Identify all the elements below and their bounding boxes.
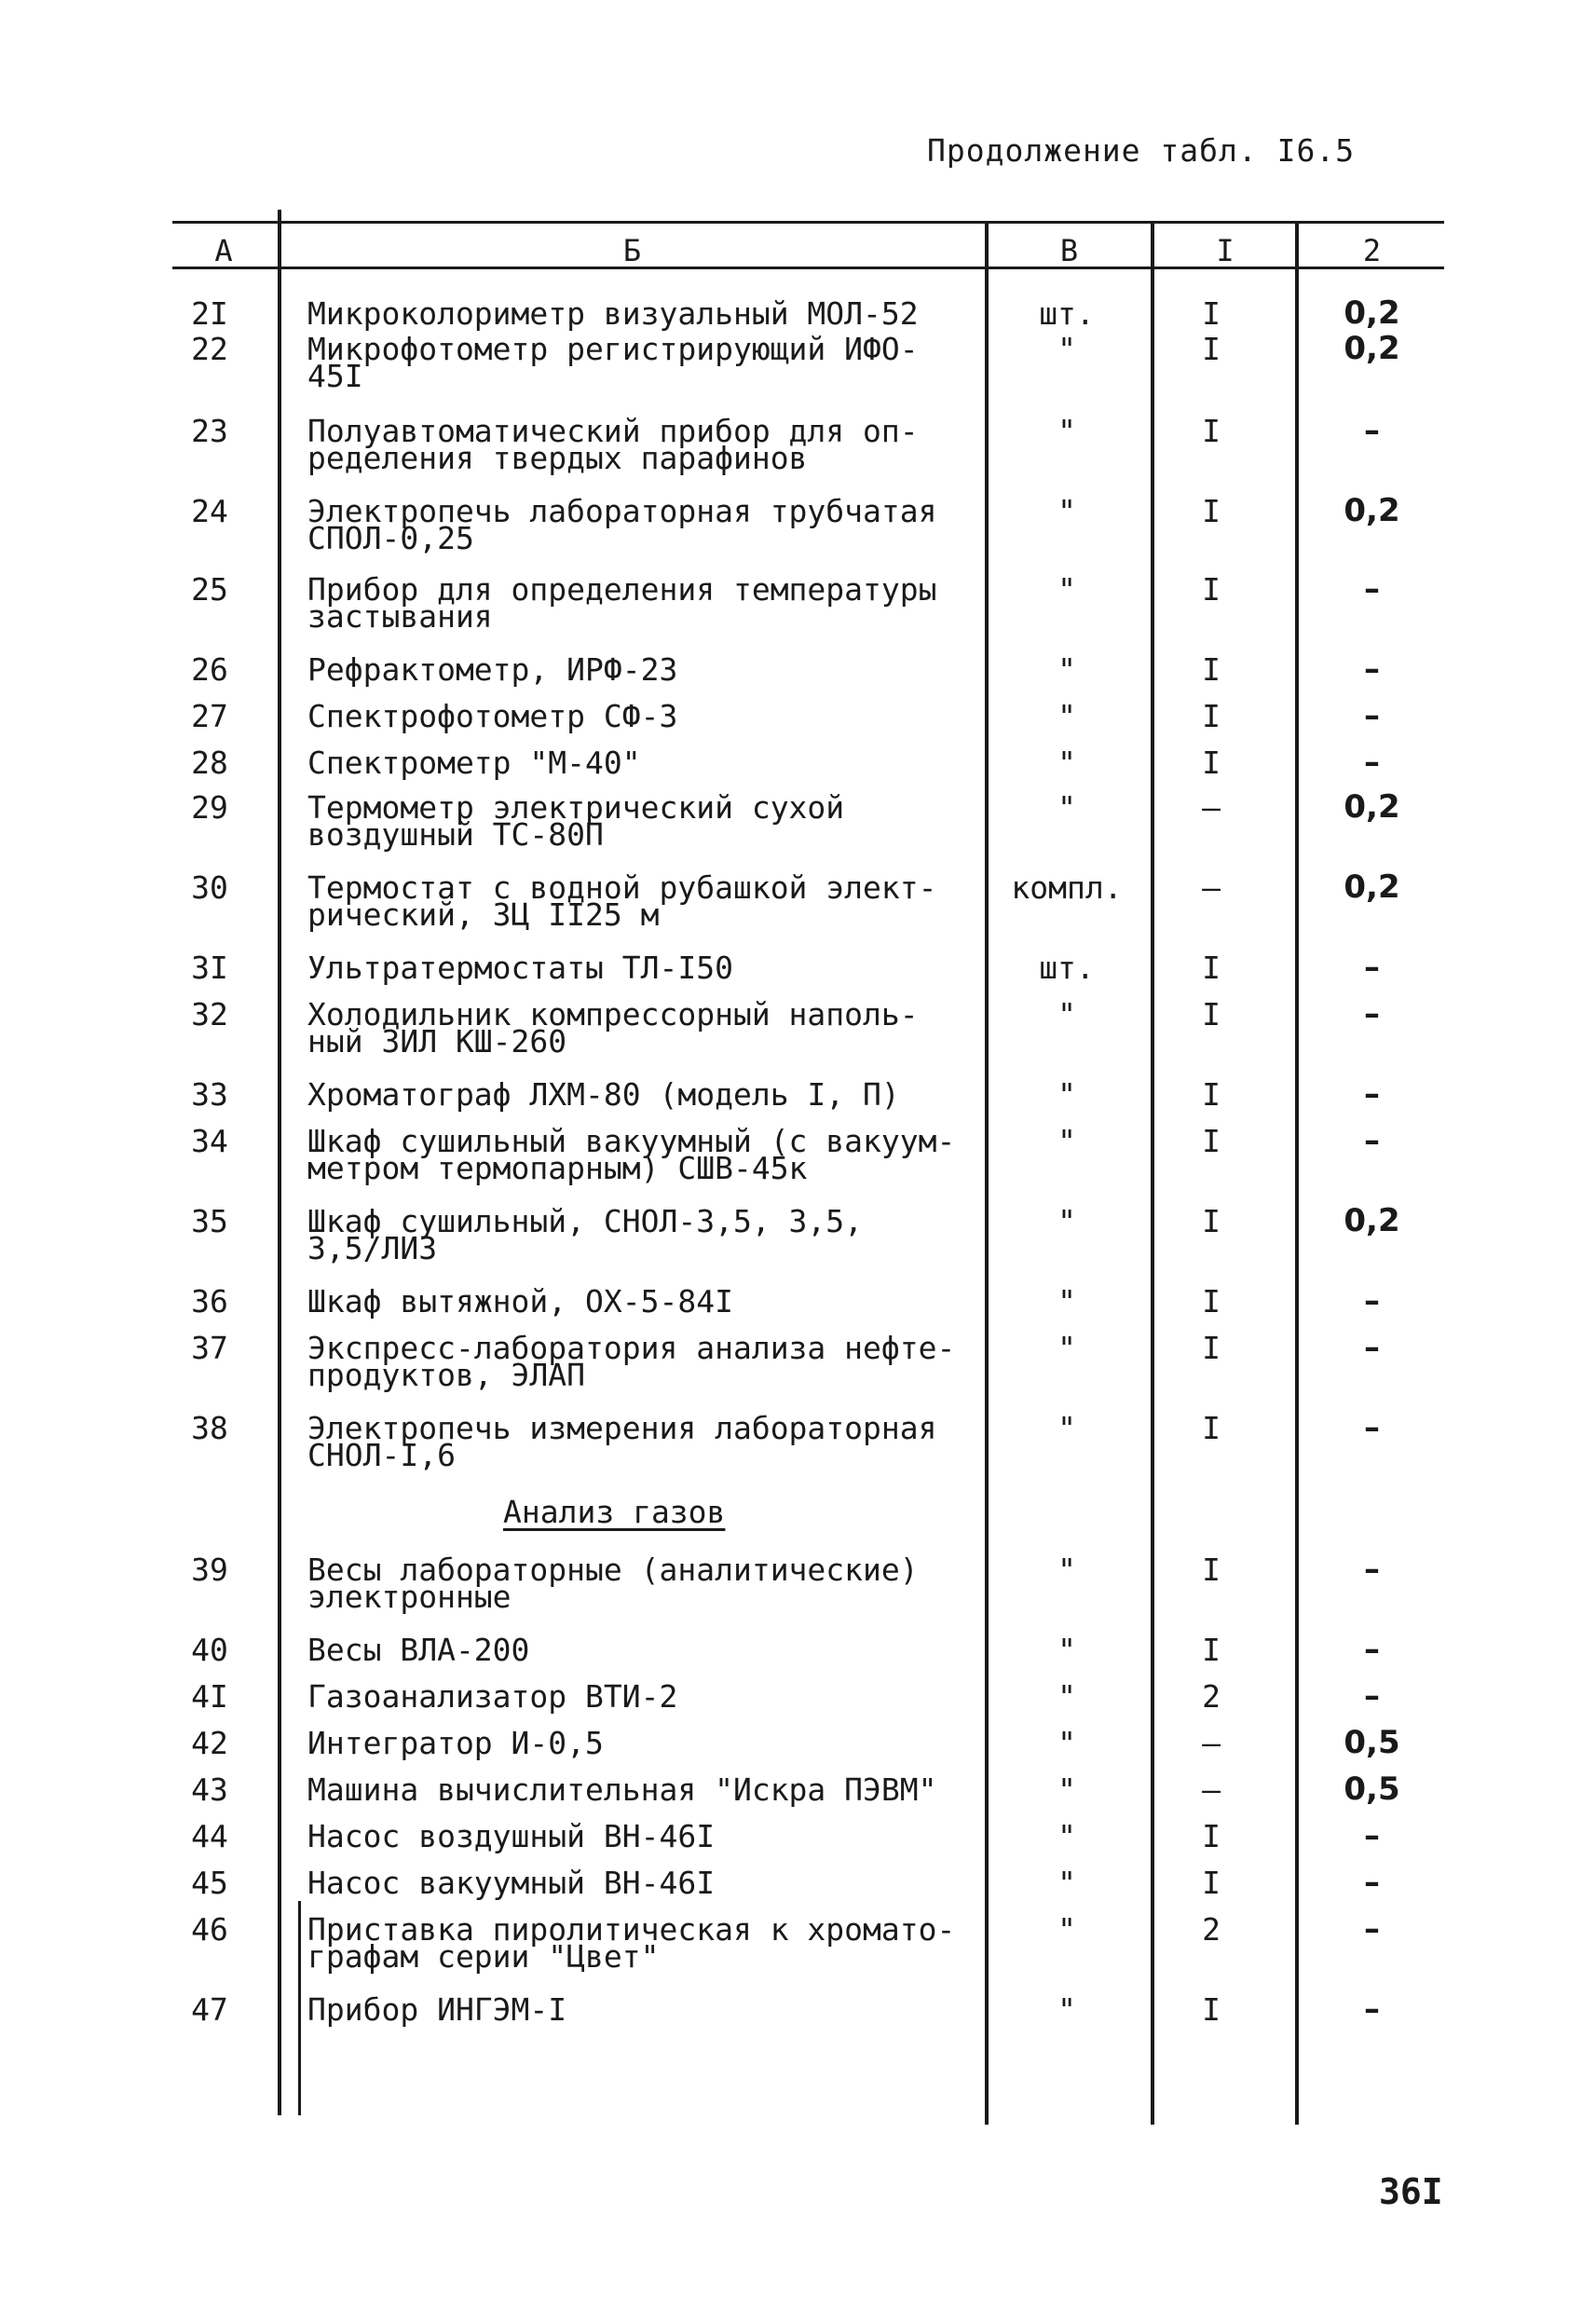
value-cell: 0,2	[1344, 294, 1400, 332]
quantity-cell: I	[1202, 1818, 1221, 1854]
value-cell: 0,5	[1344, 1771, 1400, 1808]
unit-cell: "	[1057, 1818, 1076, 1854]
unit-cell: "	[1057, 1865, 1076, 1901]
unit-cell: "	[1057, 1991, 1076, 2028]
unit-cell: "	[1057, 1410, 1076, 1446]
item-name-line: Шкаф вытяжной, ОХ-5-84I	[307, 1283, 733, 1320]
item-name-line: Полуавтоматический прибор для оп-	[307, 413, 919, 449]
value-cell: –	[1364, 1631, 1380, 1668]
value-cell: –	[1364, 949, 1380, 986]
quantity-cell: I	[1202, 1076, 1221, 1113]
value-cell: –	[1364, 1677, 1380, 1715]
row-number: 23	[191, 413, 228, 449]
item-name-line: СПОЛ-0,25	[307, 520, 474, 556]
row-number: 40	[191, 1632, 228, 1668]
unit-cell: шт.	[1039, 950, 1095, 986]
item-name-line: Спектрофотометр СФ-3	[307, 698, 678, 734]
quantity-cell: I	[1202, 1203, 1221, 1239]
item-name-line: рический, ЗЦ II25 м	[307, 896, 660, 933]
quantity-cell: –	[1202, 789, 1221, 826]
item-name-line: Микроколориметр визуальный МОЛ-52	[307, 295, 919, 332]
unit-cell: "	[1057, 493, 1076, 529]
item-name-line: Электропечь измерения лабораторная	[307, 1410, 937, 1446]
item-name-line: Термостат с водной рубашкой элект-	[307, 869, 937, 906]
quantity-cell: I	[1202, 950, 1221, 986]
value-cell: –	[1364, 1329, 1380, 1366]
quantity-cell: I	[1202, 698, 1221, 734]
quantity-cell: I	[1202, 996, 1221, 1032]
value-cell: –	[1364, 1817, 1380, 1854]
quantity-cell: I	[1202, 571, 1221, 608]
row-number: 47	[191, 1991, 228, 2028]
quantity-cell: I	[1202, 331, 1221, 367]
row-number: 42	[191, 1725, 228, 1761]
section-title: Анализ газов	[503, 1494, 726, 1530]
quantity-cell: I	[1202, 1865, 1221, 1901]
quantity-cell: –	[1202, 869, 1221, 906]
quantity-cell: 2	[1202, 1911, 1221, 1948]
value-cell: 0,2	[1344, 492, 1400, 529]
quantity-cell: I	[1202, 1410, 1221, 1446]
quantity-cell: I	[1202, 1632, 1221, 1668]
value-cell: –	[1364, 650, 1380, 688]
item-name-line: Весы ВЛА-200	[307, 1632, 530, 1668]
unit-cell: "	[1057, 996, 1076, 1032]
header-col-v: В	[1059, 233, 1079, 268]
item-name-line: Холодильник компрессорный наполь-	[307, 996, 919, 1032]
quantity-cell: I	[1202, 1330, 1221, 1366]
table-caption: Продолжение табл. I6.5	[927, 132, 1356, 169]
unit-cell: "	[1057, 1725, 1076, 1761]
item-name-line: застывания	[307, 598, 493, 635]
item-name-line: продуктов, ЭЛАП	[307, 1357, 586, 1393]
row-number: 46	[191, 1911, 228, 1948]
row-number: 25	[191, 571, 228, 608]
value-cell: –	[1364, 1409, 1380, 1446]
value-cell: –	[1364, 697, 1380, 734]
unit-cell: "	[1057, 651, 1076, 688]
quantity-cell: –	[1202, 1725, 1221, 1761]
value-cell: –	[1364, 1910, 1380, 1948]
quantity-cell: I	[1202, 493, 1221, 529]
unit-cell: компл.	[1011, 869, 1123, 906]
quantity-cell: –	[1202, 1771, 1221, 1808]
row-number: 35	[191, 1203, 228, 1239]
value-cell: –	[1364, 995, 1380, 1032]
quantity-cell: I	[1202, 651, 1221, 688]
value-cell: 0,2	[1344, 330, 1400, 367]
row-number: 2I	[191, 295, 228, 332]
item-name-line: Рефрактометр, ИРФ-23	[307, 651, 678, 688]
value-cell: –	[1364, 570, 1380, 608]
unit-cell: шт.	[1039, 295, 1095, 332]
value-cell: 0,2	[1344, 788, 1400, 826]
unit-cell: "	[1057, 698, 1076, 734]
quantity-cell: I	[1202, 1123, 1221, 1159]
item-name-line: Весы лабораторные (аналитические)	[307, 1552, 919, 1588]
item-name-line: Электропечь лабораторная трубчатая	[307, 493, 937, 529]
unit-cell: "	[1057, 789, 1076, 826]
row-number: 34	[191, 1123, 228, 1159]
unit-cell: "	[1057, 1283, 1076, 1320]
row-number: 36	[191, 1283, 228, 1320]
item-name-line: Ультратермостаты ТЛ-I50	[307, 950, 733, 986]
value-cell: –	[1364, 1075, 1380, 1113]
quantity-cell: 2	[1202, 1678, 1221, 1715]
row-number: 24	[191, 493, 228, 529]
quantity-cell: I	[1202, 1991, 1221, 2028]
header-col-a: А	[214, 233, 233, 268]
value-cell: 0,5	[1344, 1724, 1400, 1761]
value-cell: –	[1364, 1282, 1380, 1320]
unit-cell: "	[1057, 1123, 1076, 1159]
quantity-cell: I	[1202, 295, 1221, 332]
row-number: 22	[191, 331, 228, 367]
item-name-line: 45I	[307, 358, 363, 394]
unit-cell: "	[1057, 1632, 1076, 1668]
row-number: 43	[191, 1771, 228, 1808]
unit-cell: "	[1057, 571, 1076, 608]
unit-cell: "	[1057, 1678, 1076, 1715]
row-number: 26	[191, 651, 228, 688]
item-name-line: Газоанализатор ВТИ-2	[307, 1678, 678, 1715]
item-name-line: 3,5/ЛИЗ	[307, 1230, 438, 1266]
item-name-line: Спектрометр "М-40"	[307, 745, 641, 781]
item-name-line: Машина вычислительная "Искра ПЭВМ"	[307, 1771, 937, 1808]
item-name-line: Насос воздушный ВН-46I	[307, 1818, 716, 1854]
row-number: 27	[191, 698, 228, 734]
value-cell: –	[1364, 1864, 1380, 1901]
row-number: 37	[191, 1330, 228, 1366]
item-name-line: Прибор для определения температуры	[307, 571, 937, 608]
row-number: 30	[191, 869, 228, 906]
item-name-line: графам серии "Цвет"	[307, 1938, 660, 1975]
row-number: 38	[191, 1410, 228, 1446]
unit-cell: "	[1057, 331, 1076, 367]
item-name-line: ный ЗИЛ КШ-260	[307, 1023, 567, 1060]
row-number: 39	[191, 1552, 228, 1588]
value-cell: –	[1364, 1551, 1380, 1588]
item-name-line: Хроматограф ЛХМ-80 (модель I, П)	[307, 1076, 900, 1113]
item-name-line: электронные	[307, 1579, 512, 1615]
unit-cell: "	[1057, 1076, 1076, 1113]
value-cell: –	[1364, 744, 1380, 781]
unit-cell: "	[1057, 1552, 1076, 1588]
quantity-cell: I	[1202, 413, 1221, 449]
item-name-line: Шкаф сушильный, СНОЛ-3,5, 3,5,	[307, 1203, 864, 1239]
item-name-line: Насос вакуумный ВН-46I	[307, 1865, 716, 1901]
item-name-line: Микрофотометр регистрирующий ИФО-	[307, 331, 919, 367]
unit-cell: "	[1057, 1911, 1076, 1948]
item-name-line: воздушный ТС-80П	[307, 816, 604, 853]
row-number: 28	[191, 745, 228, 781]
item-name-line: Экспресс-лаборатория анализа нефте-	[307, 1330, 956, 1366]
unit-cell: "	[1057, 1771, 1076, 1808]
value-cell: –	[1364, 412, 1380, 449]
header-col-2: 2	[1362, 233, 1382, 268]
quantity-cell: I	[1202, 745, 1221, 781]
value-cell: –	[1364, 1990, 1380, 2028]
header-col-b: Б	[622, 233, 642, 268]
item-name-line: Шкаф сушильный вакуумный (с вакуум-	[307, 1123, 956, 1159]
row-number: 33	[191, 1076, 228, 1113]
value-cell: 0,2	[1344, 868, 1400, 906]
row-number: 44	[191, 1818, 228, 1854]
row-number: 3I	[191, 950, 228, 986]
unit-cell: "	[1057, 1330, 1076, 1366]
item-name-line: Термометр электрический сухой	[307, 789, 845, 826]
row-number: 29	[191, 789, 228, 826]
header-col-i: I	[1216, 233, 1235, 268]
unit-cell: "	[1057, 413, 1076, 449]
quantity-cell: I	[1202, 1283, 1221, 1320]
unit-cell: "	[1057, 1203, 1076, 1239]
row-number: 45	[191, 1865, 228, 1901]
item-name-line: Прибор ИНГЭМ-I	[307, 1991, 567, 2028]
item-name-line: метром термопарным) СШВ-45к	[307, 1150, 808, 1186]
quantity-cell: I	[1202, 1552, 1221, 1588]
item-name-line: СНОЛ-I,6	[307, 1437, 456, 1473]
row-number: 32	[191, 996, 228, 1032]
value-cell: 0,2	[1344, 1202, 1400, 1239]
value-cell: –	[1364, 1122, 1380, 1159]
page-number: 36I	[1379, 2171, 1443, 2212]
item-name-line: Приставка пиролитическая к хромато-	[307, 1911, 956, 1948]
unit-cell: "	[1057, 745, 1076, 781]
item-name-line: Интегратор И-0,5	[307, 1725, 604, 1761]
row-number: 4I	[191, 1678, 228, 1715]
item-name-line: ределения твердых парафинов	[307, 440, 808, 476]
